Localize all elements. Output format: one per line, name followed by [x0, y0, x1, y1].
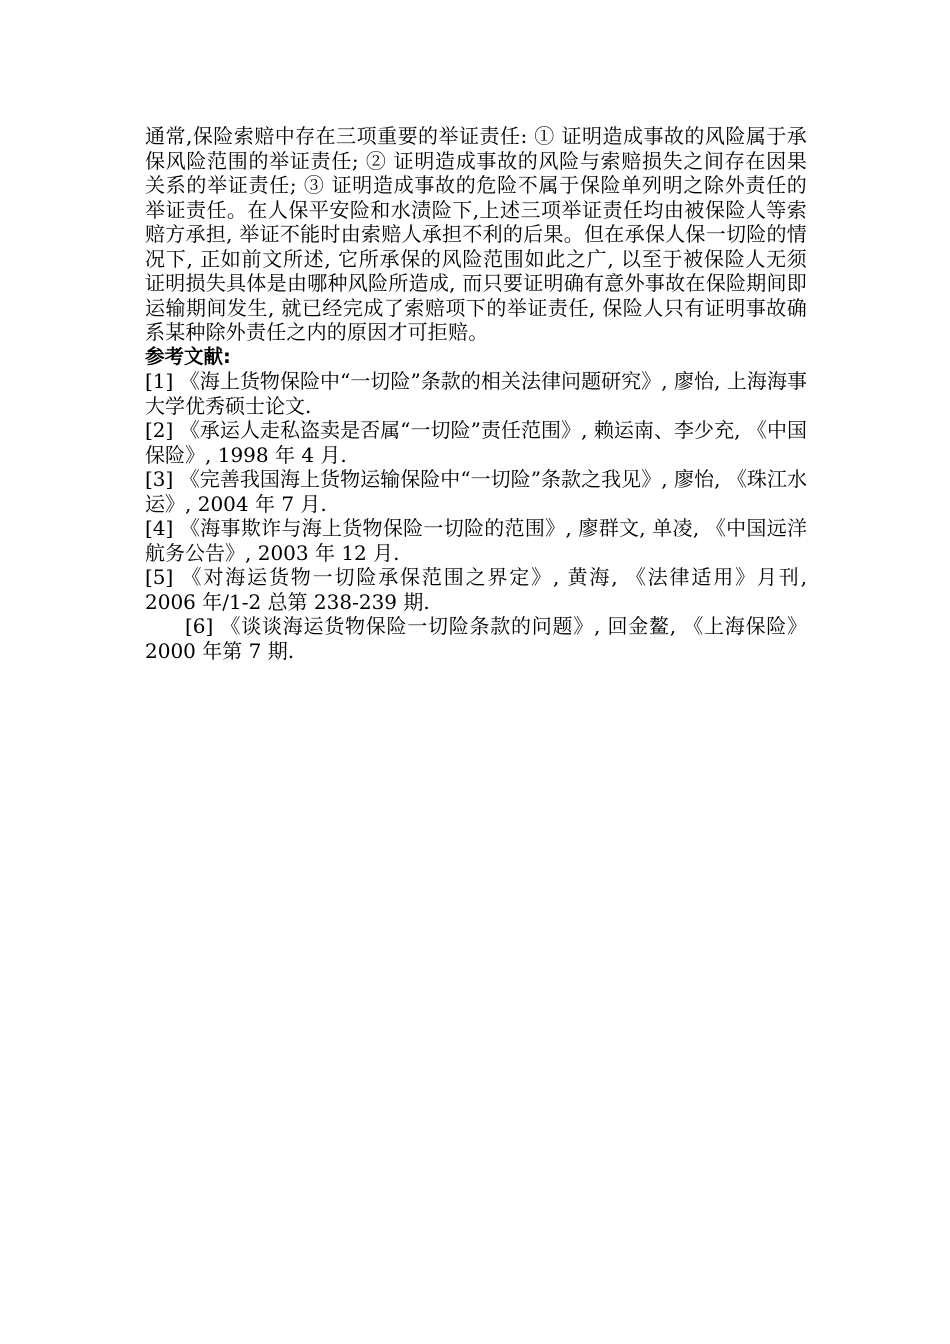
- reference-item-1: [1] 《海上货物保险中“一切险”条款的相关法律问题研究》, 廖怡, 上海海事大学优秀硕士论文.: [145, 369, 807, 418]
- body-paragraph: 通常,保险索赔中存在三项重要的举证责任: ① 证明造成事故的风险属于承保风险范围的举证责任; ② 证明造成事故的风险与索赔损失之间存在因果关系的举证责任; ③ 证明造成事故的危险不属于保险单列明之除外责任的举证责任。在人保平安险和水渍险下,上述三项举证责任均由被保险人等索赔方承担, 举证不能时由索赔人承担不利的后果。但在承保人保一切险的情况下, 正如前文所述, 它所承保的风险范围如此之广, 以至于被保险人无须证明损失具体是由哪种风险所造成, 而只要证明确有意外事故在保险期间即运输期间发生, 就已经完成了索赔项下的举证责任, 保险人只有证明事故确系某种除外责任之内的原因才可拒赔。: [145, 124, 807, 344]
- reference-item-3: [3] 《完善我国海上货物运输保险中“一切险”条款之我见》, 廖怡, 《珠江水运》, 2004 年 7 月.: [145, 467, 807, 516]
- references-heading: 参考文献:: [145, 344, 231, 368]
- reference-item-5: [5] 《对海运货物一切险承保范围之界定》, 黄海, 《法律适用》月刊, 2006 年/1-2 总第 238-239 期.: [145, 565, 807, 614]
- reference-item-4: [4] 《海事欺诈与海上货物保险一切险的范围》, 廖群文, 单凌, 《中国远洋航务公告》, 2003 年 12 月.: [145, 516, 807, 565]
- reference-item-6: [6] 《谈谈海运货物保险一切险条款的问题》, 回金鳌, 《上海保险》2000 年第 7 期.: [145, 614, 807, 663]
- reference-item-2: [2] 《承运人走私盗卖是否属“一切险”责任范围》, 赖运南、李少充, 《中国保险》, 1998 年 4 月.: [145, 418, 807, 467]
- references-list: [145, 369, 807, 663]
- document-content: [145, 124, 807, 663]
